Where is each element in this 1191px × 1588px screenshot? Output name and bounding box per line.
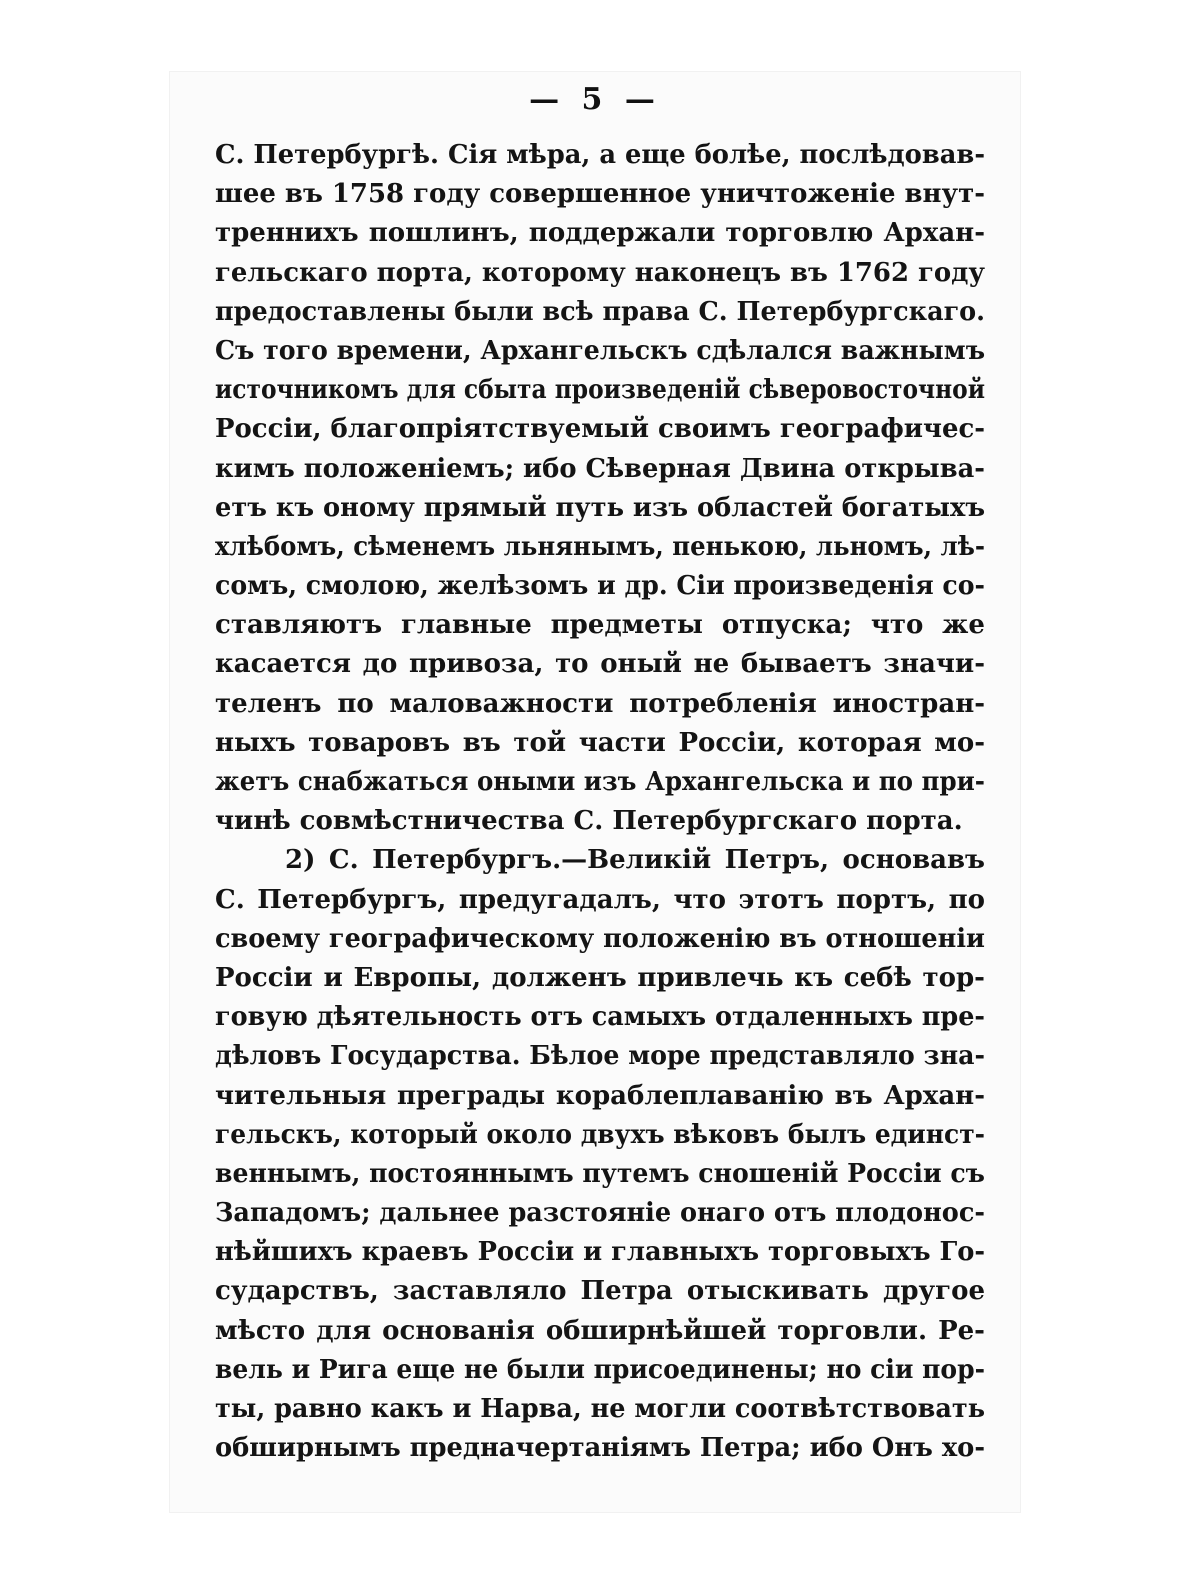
text-line: кимъ положеніемъ; ибо Сѣверная Двина открыва-	[215, 453, 985, 484]
text-line: гельскаго порта, которому наконецъ въ 1762 году	[215, 257, 986, 288]
text-line: сомъ, смолою, желѣзомъ и др. Сіи произведенія со-	[215, 571, 985, 602]
text-line: гельскъ, который около двухъ вѣковъ былъ единст-	[215, 1119, 985, 1150]
text-line: ты, равно какъ и Нарва, не могли соотвѣтствовать	[215, 1394, 985, 1424]
text-line: веннымъ, постояннымъ путемъ сношеній Россіи съ	[215, 1158, 985, 1189]
text-line: жетъ снабжаться оными изъ Архангельска и по при-	[215, 767, 985, 797]
text-line: дѣловъ Государства. Бѣлое море представляло зна-	[215, 1041, 986, 1072]
text-line: хлѣбомъ, сѣменемъ льнянымъ, пенькою, льномъ, лѣ-	[215, 531, 985, 562]
text-line: касается до привоза, то оный не бываетъ значи-	[215, 649, 985, 680]
text-line: шее въ 1758 году совершенное уничтоженіе внут-	[215, 179, 985, 210]
page-number: — 5 —	[529, 82, 661, 117]
text-line: мѣсто для основанія обширнѣйшей торговли. Ре-	[215, 1315, 985, 1346]
book-page	[170, 72, 1020, 1512]
text-line: С. Петербургѣ. Сія мѣра, а еще болѣе, послѣдовав-	[215, 140, 986, 170]
text-line: треннихъ пошлинъ, поддержали торговлю Архан-	[215, 218, 985, 249]
text-line: Съ того времени, Архангельскъ сдѣлался важнымъ	[215, 335, 986, 366]
text-line: вель и Рига еще не были присоединены; но сіи пор-	[215, 1354, 985, 1385]
text-line: С. Петербургъ, предугадалъ, что этотъ портъ, по	[215, 884, 985, 915]
text-line: Западомъ; дальнее разстояніе онаго отъ плодонос-	[215, 1198, 985, 1229]
text-line: источникомъ для сбыта произведеній сѣверовосточной	[215, 375, 986, 406]
text-line: сударствъ, заставляло Петра отыскивать другое	[215, 1276, 985, 1307]
text-line: Россіи и Европы, долженъ привлечь къ себѣ тор-	[215, 962, 985, 993]
body-text	[215, 136, 985, 1468]
text-line: предоставлены были всѣ права С. Петербургскаго.	[215, 296, 986, 327]
text-line: чительныя преграды кораблеплаванію въ Архан-	[215, 1080, 985, 1111]
text-line: своему географическому положенію въ отношеніи	[215, 923, 985, 954]
text-line: Россіи, благопріятствуемый своимъ географичес-	[215, 414, 986, 445]
text-line: говую дѣятельность отъ самыхъ отдаленныхъ пре-	[215, 1002, 985, 1033]
paragraph-first-line: 2) С. Петербургъ.—Великій Петръ, основавъ	[285, 845, 986, 876]
text-line: ныхъ товаровъ въ той части Россіи, которая мо-	[215, 727, 985, 758]
text-line: теленъ по маловажности потребленія иностран-	[215, 688, 986, 719]
paragraph-last-line: чинѣ совмѣстничества С. Петербургскаго порта.	[215, 806, 963, 837]
text-line: ставляютъ главные предметы отпуска; что же	[215, 610, 985, 641]
text-line: етъ къ оному прямый путь изъ областей богатыхъ	[215, 492, 986, 523]
text-line: обширнымъ предначертаніямъ Петра; ибо Онъ хо-	[215, 1433, 986, 1464]
text-line: нѣйшихъ краевъ Россіи и главныхъ торговыхъ Го-	[215, 1237, 986, 1268]
